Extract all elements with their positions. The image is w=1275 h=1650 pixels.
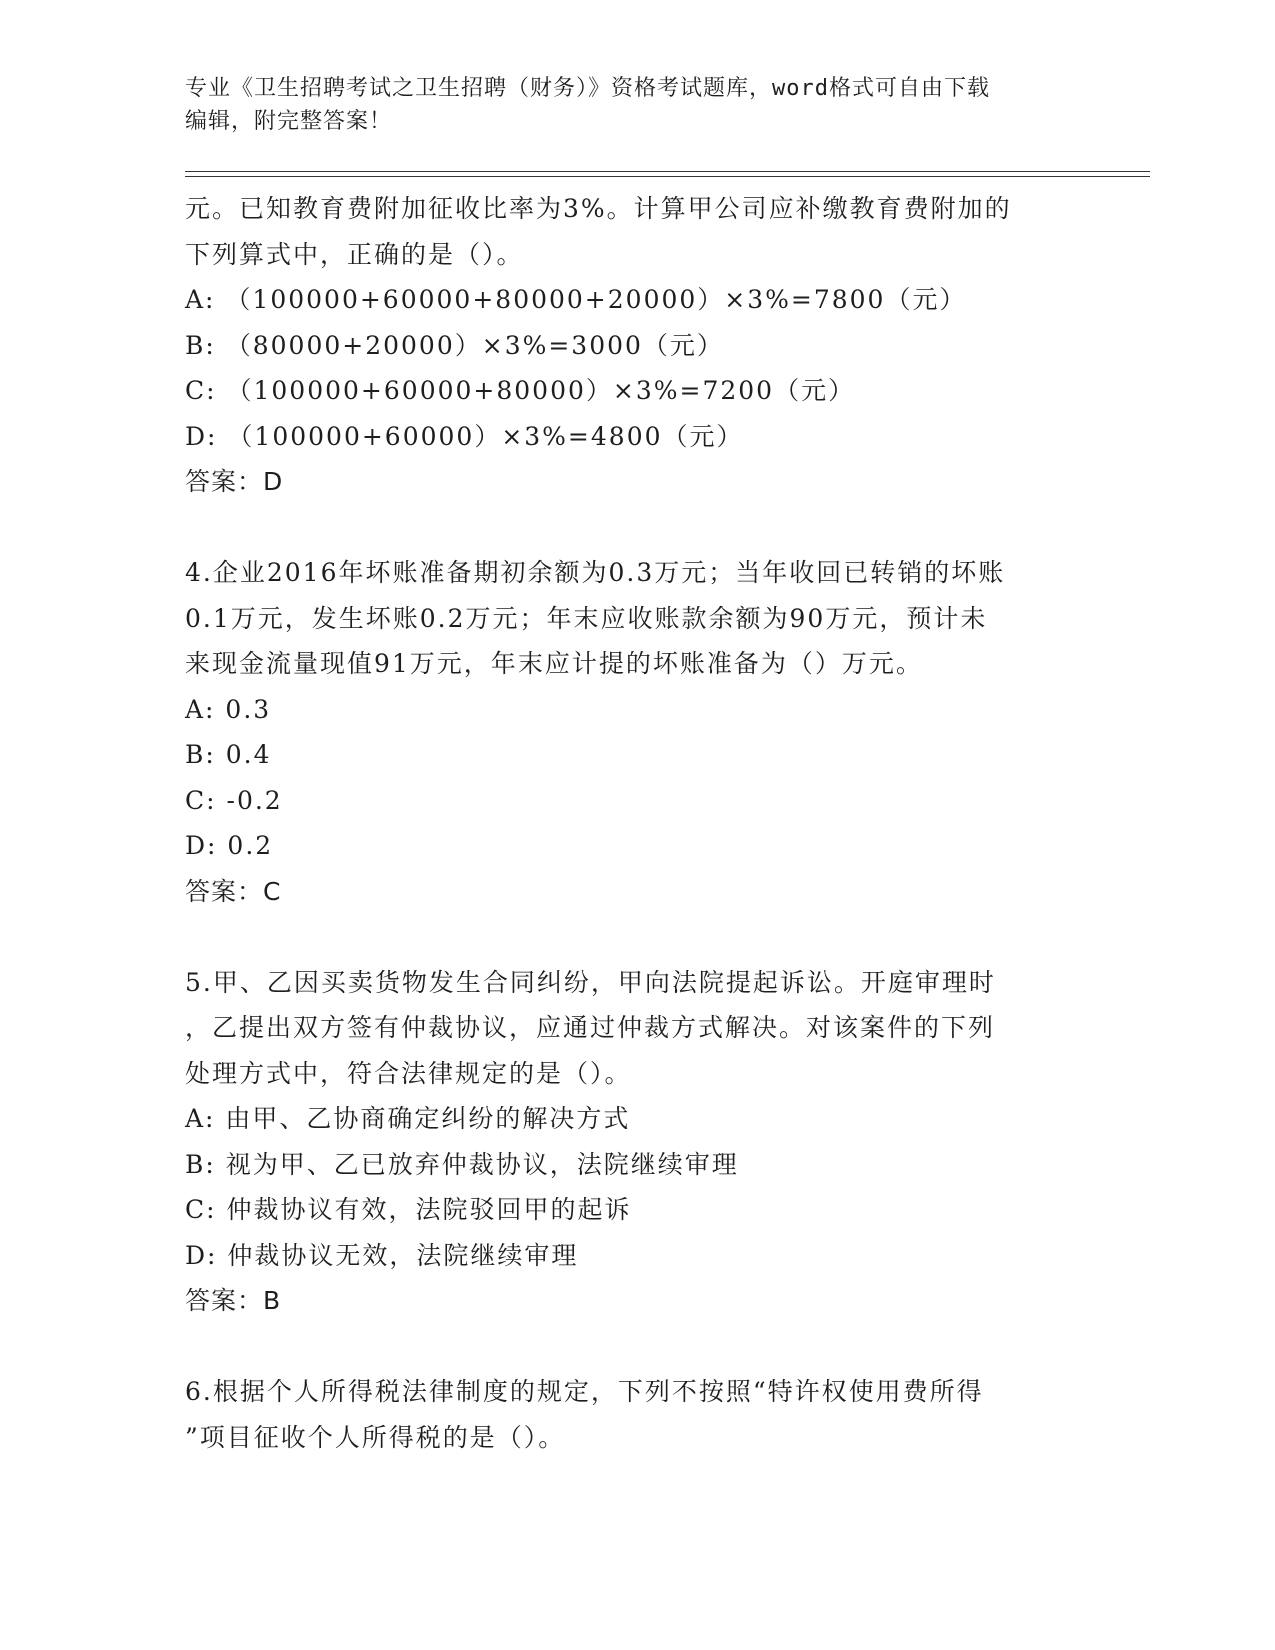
document-header — [185, 72, 1085, 138]
question-stem-line: ，乙提出双方签有仲裁协议，应通过仲裁方式解决。对该案件的下列 — [185, 1013, 996, 1042]
question-list — [185, 186, 1085, 1460]
header-rule-bottom — [185, 176, 1150, 177]
header-line-2: 编辑，附完整答案！ — [185, 109, 393, 134]
answer: 答案：B — [185, 1286, 282, 1315]
option-a: A: （100000+60000+80000+20000）×3%=7800（元） — [185, 285, 967, 314]
question-stem-line: 元。已知教育费附加征收比率为3%。计算甲公司应补缴教育费附加的 — [185, 194, 1012, 223]
option-b: B: 视为甲、乙已放弃仲裁协议，法院继续审理 — [185, 1149, 739, 1179]
option-b: B: （80000+20000）×3%=3000（元） — [185, 330, 724, 360]
header-line-1: 专业《卫生招聘考试之卫生招聘（财务）》资格考试题库，word格式可自由下载 — [185, 76, 990, 101]
answer: 答案：D — [185, 467, 284, 496]
option-c: C: 仲裁协议有效，法院驳回甲的起诉 — [185, 1195, 632, 1224]
question-stem-line: 5.甲、乙因买卖货物发生合同纠纷，甲向法院提起诉讼。开庭审理时 — [185, 967, 996, 997]
option-d: D: （100000+60000）×3%=4800（元） — [185, 421, 744, 451]
question-stem-line: 来现金流量现值91万元，年末应计提的坏账准备为（）万元。 — [185, 649, 923, 678]
question-5 — [185, 960, 1085, 1324]
answer: 答案：C — [185, 876, 282, 906]
question-stem-line: 下列算式中，正确的是（）。 — [185, 239, 524, 269]
option-d: D: 0.2 — [185, 831, 274, 860]
question-stem-line: 4.企业2016年坏账准备期初余额为0.3万元；当年收回已转销的坏账 — [185, 558, 1006, 587]
option-a: A: 0.3 — [185, 694, 272, 724]
question-4 — [185, 550, 1085, 914]
question-stem-line: 处理方式中，符合法律规定的是（）。 — [185, 1058, 632, 1088]
question-stem-line: 6.根据个人所得税法律制度的规定，下列不按照“特许权使用费所得 — [185, 1377, 984, 1406]
question-stem-line: 0.1万元，发生坏账0.2万元；年末应收账款余额为90万元，预计未 — [185, 603, 988, 633]
question-3 — [185, 186, 1085, 505]
option-c: C: -0.2 — [185, 785, 283, 815]
question-stem-line: ”项目征收个人所得税的是（）。 — [185, 1422, 566, 1452]
header-rule-top — [185, 171, 1150, 172]
option-d: D: 仲裁协议无效，法院继续审理 — [185, 1240, 579, 1270]
option-b: B: 0.4 — [185, 740, 272, 769]
question-6 — [185, 1369, 1085, 1460]
option-a: A: 由甲、乙协商确定纠纷的解决方式 — [185, 1104, 631, 1133]
option-c: C: （100000+60000+80000）×3%=7200（元） — [185, 376, 856, 405]
